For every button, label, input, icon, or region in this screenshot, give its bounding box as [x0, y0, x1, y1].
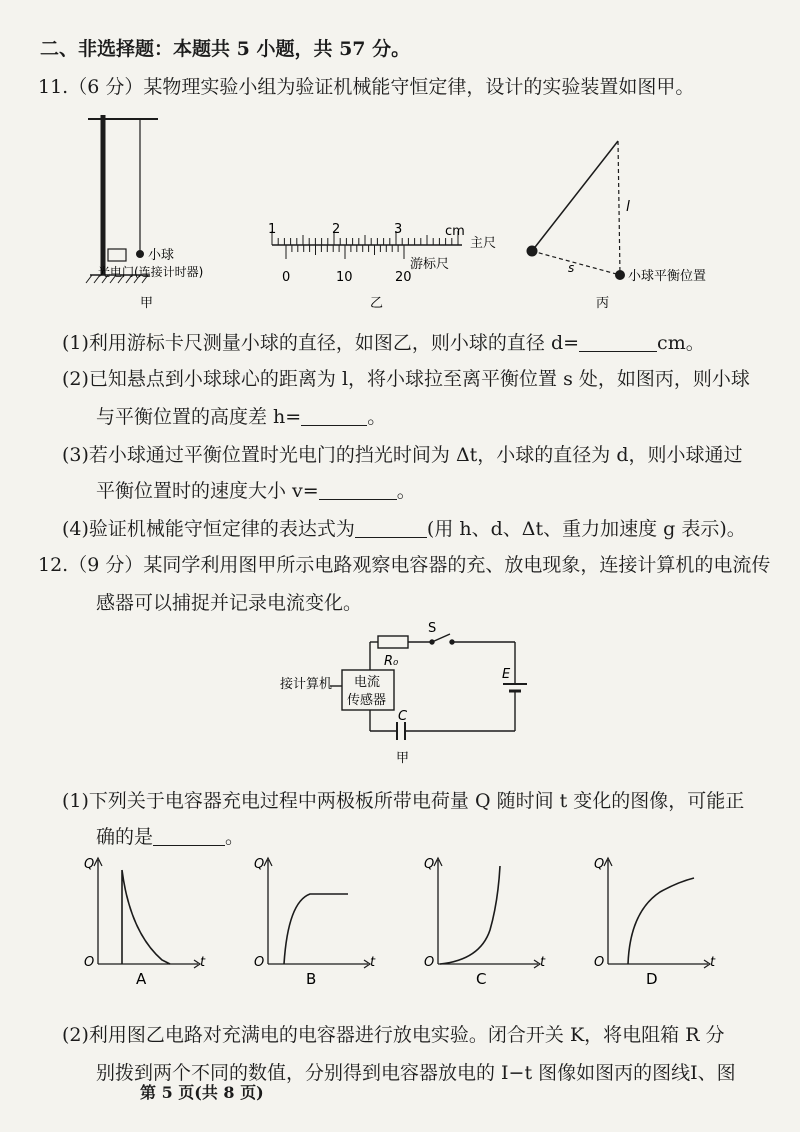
option-label: B	[306, 970, 317, 988]
origin-label: O	[84, 955, 95, 970]
emf-label: E	[502, 667, 511, 682]
main-tick-1: 1	[268, 222, 277, 237]
q11-p2-line1: (2)已知悬点到小球球心的距离为 l，将小球拉至离平衡位置 s 处，如图丙，则小球	[62, 368, 750, 390]
y-label: Q	[254, 857, 265, 872]
q11-p3-line1: (3)若小球通过平衡位置时光电门的挡光时间为 Δt，小球的直径为 d，则小球通过	[62, 444, 743, 466]
circuit-diagram	[270, 618, 540, 768]
q12-p1-line1: (1)下列关于电容器充电过程中两极板所带电荷量 Q 随时间 t 变化的图像，可能正	[62, 790, 745, 812]
computer-label: 接计算机	[280, 677, 333, 692]
fig-yi	[272, 231, 462, 259]
graph-option-b	[254, 857, 376, 988]
section-title: 二、非选择题：本题共 5 小题，共 57 分。	[40, 38, 411, 60]
q11-p2-line2: 与平衡位置的高度差 h= 。	[96, 406, 387, 428]
fig-bing-caption: 丙	[596, 296, 610, 311]
main-label: 主尺	[470, 236, 497, 251]
s-label: s	[568, 261, 575, 275]
q11-p4-answer-blank[interactable]	[355, 518, 427, 538]
origin-label: O	[424, 955, 435, 970]
q11-p1-answer-blank[interactable]	[579, 332, 657, 352]
curve	[440, 866, 500, 964]
vernier-tick-20: 20	[395, 270, 412, 285]
x-label: t	[710, 955, 716, 970]
switch-label: S	[428, 621, 437, 636]
page-footer: 第 5 页(共 8 页)	[140, 1083, 264, 1102]
main-tick-2: 2	[332, 222, 341, 237]
y-label: Q	[424, 857, 435, 872]
q11-figures	[0, 105, 800, 320]
main-unit: cm	[445, 224, 465, 239]
q11-stem: 11.（6 分）某物理实验小组为验证机械能守恒定律，设计的实验装置如图甲。	[38, 76, 695, 98]
q12-p2-line1: (2)利用图乙电路对充满电的电容器进行放电实验。闭合开关 K，将电阻箱 R 分	[62, 1024, 725, 1046]
q11-p3-answer-blank[interactable]	[319, 480, 397, 500]
r0-label: R₀	[384, 654, 399, 669]
vernier-tick-10: 10	[336, 270, 353, 285]
graph-option-c	[424, 857, 546, 988]
circuit-caption: 甲	[396, 751, 410, 766]
main-tick-3: 3	[394, 222, 403, 237]
q12-stem-line1: 12.（9 分）某同学利用图甲所示电路观察电容器的充、放电现象，连接计算机的电流传	[38, 554, 771, 576]
x-label: t	[370, 955, 376, 970]
curve	[628, 878, 694, 964]
q12-stem-line2: 感器可以捕捉并记录电流变化。	[96, 592, 363, 614]
q12-p2-line2: 别拨到两个不同的数值，分别得到电容器放电的 I−t 图像如图丙的图线Ⅰ、图	[96, 1062, 736, 1084]
gate-label: 光电门(连接计时器)	[98, 265, 204, 279]
fig-yi-caption: 乙	[370, 296, 384, 311]
q11-p1: (1)利用游标卡尺测量小球的直径，如图乙，则小球的直径 d= cm。	[62, 332, 705, 354]
sensor-label-1: 电流	[354, 675, 381, 690]
q11-p2-answer-blank[interactable]	[301, 406, 367, 426]
balance-position-label: 小球平衡位置	[628, 269, 707, 284]
curve	[122, 870, 170, 964]
q12-p1-line2: 确的是 。	[96, 826, 245, 848]
q12-p1-answer-blank[interactable]	[153, 826, 225, 846]
sensor-label-2: 传感器	[347, 693, 387, 708]
option-graphs	[70, 852, 740, 992]
origin-label: O	[254, 955, 265, 970]
graph-option-d	[594, 857, 716, 988]
origin-label: O	[594, 955, 605, 970]
vernier-tick-0: 0	[282, 270, 291, 285]
x-label: t	[540, 955, 546, 970]
option-label: A	[136, 970, 147, 988]
q11-p3-line2: 平衡位置时的速度大小 v= 。	[96, 480, 416, 502]
ball-label: 小球	[148, 248, 175, 263]
graph-option-a	[84, 857, 206, 988]
vernier-label: 游标尺	[410, 257, 450, 272]
curve	[284, 894, 348, 964]
fig-bing	[527, 141, 625, 280]
q11-p4: (4)验证机械能守恒定律的表达式为 (用 h、d、Δt、重力加速度 g 表示)。	[62, 518, 746, 540]
fig-jia-caption: 甲	[140, 296, 154, 311]
x-label: t	[200, 955, 206, 970]
option-label: D	[646, 970, 658, 988]
y-label: Q	[594, 857, 605, 872]
cap-label: C	[398, 709, 408, 724]
y-label: Q	[84, 857, 95, 872]
l-label: l	[626, 199, 630, 215]
option-label: C	[476, 970, 487, 988]
